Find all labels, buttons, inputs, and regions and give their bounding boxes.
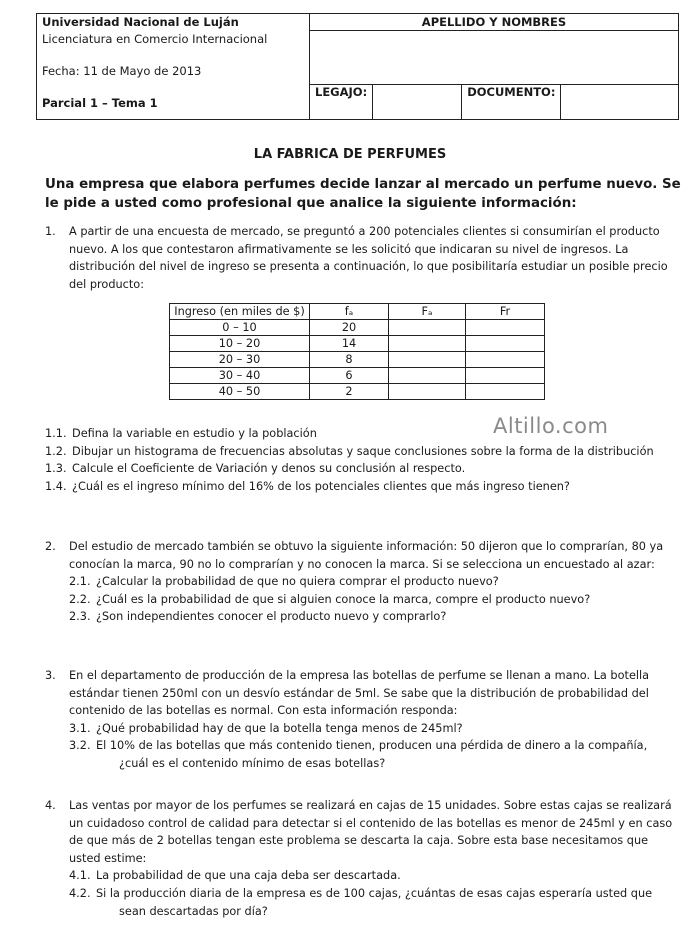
- sub-question-text: ¿Son independientes conocer el producto nuevo y comprarlo?: [96, 610, 447, 624]
- question-3: [45, 667, 679, 773]
- sub-question: [69, 737, 679, 772]
- exam-header-table: [36, 13, 679, 120]
- sub-question: [69, 885, 679, 920]
- program-name: Licenciatura en Comercio Internacional: [42, 32, 268, 46]
- sub-question-number: 1.4.: [45, 479, 67, 493]
- sub-question-list: [69, 867, 679, 920]
- table-cell: [389, 384, 466, 400]
- sub-question: [69, 608, 679, 626]
- sub-question: [69, 720, 679, 738]
- table-cell: 10 – 20: [170, 336, 310, 352]
- table-cell: 40 – 50: [170, 384, 310, 400]
- sub-question-list: [69, 720, 679, 773]
- table-cell: 8: [310, 352, 389, 368]
- table-header-cell: Ingreso (en miles de $): [170, 304, 310, 320]
- university-name: Universidad Nacional de Luján: [42, 15, 239, 29]
- table-cell: [466, 352, 545, 368]
- watermark: Altillo.com: [493, 414, 609, 438]
- table-cell: 30 – 40: [170, 368, 310, 384]
- sub-question-text: La probabilidad de que una caja deba ser descartada.: [96, 869, 401, 883]
- legajo-label: LEGAJO:: [310, 85, 373, 120]
- table-cell: 14: [310, 336, 389, 352]
- question-number: 3.: [45, 669, 56, 682]
- table-cell: [389, 368, 466, 384]
- table-header-row: [170, 304, 545, 320]
- table-row: [170, 336, 545, 352]
- table-cell: 6: [310, 368, 389, 384]
- frequency-table: [169, 303, 545, 400]
- table-cell: [389, 352, 466, 368]
- question-text: A partir de una encuesta de mercado, se preguntó a 200 potenciales clientes si consumirían el producto nuevo. A los que contestaron afirmativamente se les solicitó que indicaran su nivel de ingresos. La distribución del nivel de ingreso se presenta a continuación, lo que posibilitaría estudiar un posible precio del producto:: [69, 225, 668, 291]
- sub-question-number: 3.2.: [69, 739, 91, 753]
- table-cell: [389, 336, 466, 352]
- question-text: Las ventas por mayor de los perfumes se realizará en cajas de 15 unidades. Sobre estas cajas se realizará un cuidadoso control de calidad para detectar si el contenido de las botellas es menor de 245ml y en caso de que más de 2 botellas tengan este problema se descarta la caja. Sobre esta base necesitamos que usted estime:: [69, 799, 673, 865]
- sub-question: [45, 425, 660, 443]
- table-row: [170, 320, 545, 336]
- sub-question-text: ¿Calcular la probabilidad de que no quiera comprar el producto nuevo?: [96, 575, 499, 589]
- table-cell: [389, 320, 466, 336]
- table-cell: 2: [310, 384, 389, 400]
- question-4: [45, 797, 679, 920]
- question-number: 2.: [45, 540, 56, 553]
- sub-question-list: [69, 573, 679, 626]
- sub-question-number: 2.3.: [69, 610, 91, 624]
- exam-date: [42, 63, 304, 79]
- sub-question: [45, 460, 660, 478]
- exam-title: Parcial 1 – Tema 1: [42, 96, 158, 110]
- table-cell: [466, 320, 545, 336]
- table-cell: [466, 336, 545, 352]
- legajo-field[interactable]: [373, 85, 462, 120]
- sub-question: [45, 478, 660, 496]
- table-cell: [466, 384, 545, 400]
- table-cell: 20 – 30: [170, 352, 310, 368]
- sub-question-text: Calcule el Coeficiente de Variación y denos su conclusión al respecto.: [72, 462, 466, 476]
- sub-question-text: El 10% de las botellas que más contenido tienen, producen una pérdida de dinero a la compañía, ¿cuál es el contenido mínimo de esas botellas?: [96, 739, 648, 770]
- question-1-subitems: [45, 425, 660, 495]
- question-text: Del estudio de mercado también se obtuvo la siguiente información: 50 dijeron que lo comprarían, 80 ya conocían la marca, 90 no lo comprarían y no conocen la marca. Si se selecciona un encuestado al azar:: [69, 540, 664, 571]
- table-cell: 0 – 10: [170, 320, 310, 336]
- documento-field[interactable]: [561, 85, 679, 120]
- sub-question-text: Si la producción diaria de la empresa es de 100 cajas, ¿cuántas de esas cajas esperaría usted que sean descartadas por día?: [96, 886, 653, 918]
- sub-question-text: ¿Cuál es la probabilidad de que si alguien conoce la marca, compre el producto nuevo?: [96, 592, 591, 606]
- table-row: [170, 352, 545, 368]
- table-cell: [466, 368, 545, 384]
- table-row: [170, 368, 545, 384]
- sub-question: [69, 867, 679, 885]
- sub-question: [69, 573, 679, 591]
- table-row: [170, 384, 545, 400]
- question-text: En el departamento de producción de la empresa las botellas de perfume se llenan a mano. La botella estándar tienen 250ml con un desvío estándar de 5ml. Se sabe que la distribución de probabilidad del contenido de las botellas es normal. Con esta información responda:: [69, 669, 650, 718]
- documento-label: DOCUMENTO:: [462, 85, 561, 120]
- question-number: 4.: [45, 799, 56, 812]
- date-value: 11 de Mayo de 2013: [83, 64, 202, 78]
- sub-question-number: 1.2.: [45, 444, 67, 458]
- sub-question-text: Defina la variable en estudio y la población: [72, 427, 317, 440]
- sub-question-text: ¿Cuál es el ingreso mínimo del 16% de los potenciales clientes que más ingreso tienen?: [72, 479, 570, 493]
- sub-question-number: 1.3.: [45, 462, 67, 476]
- sub-question: [69, 591, 679, 609]
- question-1: [45, 223, 679, 293]
- table-header-cell: Fₐ: [389, 304, 466, 320]
- name-label: APELLIDO Y NOMBRES: [310, 14, 678, 31]
- sub-question: [45, 443, 660, 461]
- sub-question-number: 4.2.: [69, 886, 91, 900]
- table-header-cell: Fr: [466, 304, 545, 320]
- institution-cell: [37, 14, 310, 120]
- sub-question-text: ¿Qué probabilidad hay de que la botella tenga menos de 245ml?: [96, 721, 463, 735]
- table-header-cell: fₐ: [310, 304, 389, 320]
- name-cell: [310, 14, 679, 85]
- sub-question-number: 1.1.: [45, 427, 67, 440]
- table-cell: 20: [310, 320, 389, 336]
- question-number: 1.: [45, 225, 56, 238]
- intro-paragraph: Una empresa que elabora perfumes decide lanzar al mercado un perfume nuevo. Se le pide a usted como profesional que analice la siguiente información:: [45, 177, 681, 211]
- page-title: LA FABRICA DE PERFUMES: [253, 147, 447, 162]
- sub-question-number: 2.2.: [69, 592, 91, 606]
- question-2: [45, 538, 679, 626]
- sub-question-number: 2.1.: [69, 575, 91, 589]
- sub-question-number: 4.1.: [69, 869, 91, 883]
- sub-question-text: Dibujar un histograma de frecuencias absolutas y saque conclusiones sobre la forma de la distribución: [72, 444, 654, 458]
- sub-question-number: 3.1.: [69, 721, 91, 735]
- date-label: Fecha:: [42, 64, 80, 78]
